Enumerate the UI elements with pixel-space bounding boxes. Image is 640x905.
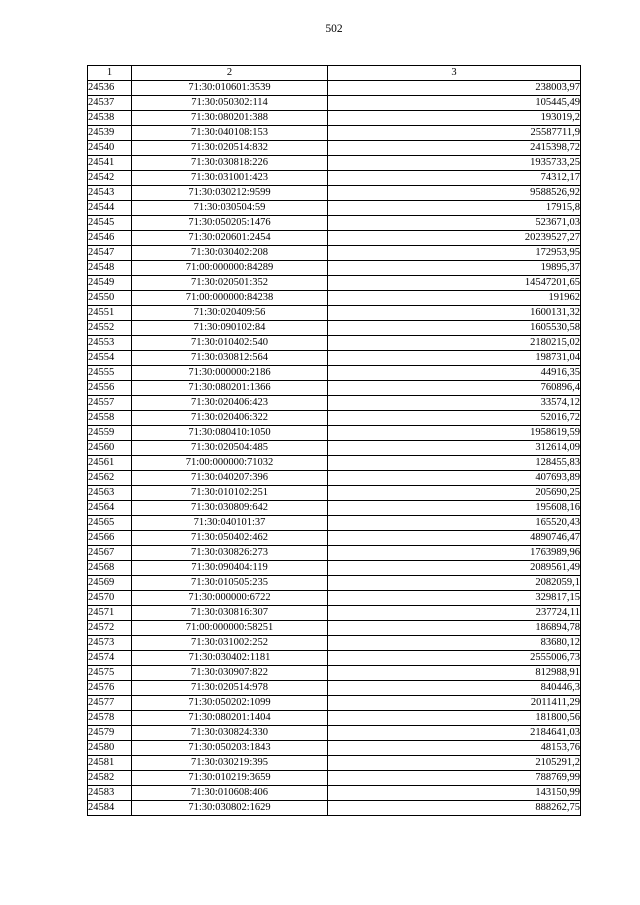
row-number-cell: 24571	[88, 606, 132, 621]
table-row	[88, 636, 581, 651]
table-row	[88, 81, 581, 96]
cadastral-number-cell: 71:30:010608:406	[132, 786, 328, 801]
cadastral-number-cell: 71:30:030219:395	[132, 756, 328, 771]
table-row	[88, 546, 581, 561]
cadastral-number-cell: 71:30:030907:822	[132, 666, 328, 681]
value-cell: 312614,09	[328, 441, 581, 456]
value-cell: 2082059,1	[328, 576, 581, 591]
table-row	[88, 651, 581, 666]
page-number: 502	[325, 23, 343, 35]
value-cell: 2105291,2	[328, 756, 581, 771]
cadastral-number-cell: 71:30:030826:273	[132, 546, 328, 561]
row-number-cell: 24543	[88, 186, 132, 201]
table-row	[88, 441, 581, 456]
column-header-3: 3	[328, 66, 581, 81]
table-row	[88, 576, 581, 591]
row-number-cell: 24577	[88, 696, 132, 711]
row-number-cell: 24566	[88, 531, 132, 546]
value-cell: 1763989,96	[328, 546, 581, 561]
cadastral-number-cell: 71:30:030812:564	[132, 351, 328, 366]
table-row	[88, 456, 581, 471]
value-cell: 2089561,49	[328, 561, 581, 576]
value-cell: 840446,3	[328, 681, 581, 696]
value-cell: 48153,76	[328, 741, 581, 756]
value-cell: 888262,75	[328, 801, 581, 816]
row-number-cell: 24581	[88, 756, 132, 771]
table-row	[88, 261, 581, 276]
value-cell: 1958619,59	[328, 426, 581, 441]
row-number-cell: 24563	[88, 486, 132, 501]
table-row	[88, 561, 581, 576]
column-header-1: 1	[88, 66, 132, 81]
row-number-cell: 24553	[88, 336, 132, 351]
cadastral-number-cell: 71:30:031002:252	[132, 636, 328, 651]
row-number-cell: 24545	[88, 216, 132, 231]
table-row	[88, 681, 581, 696]
value-cell: 4890746,47	[328, 531, 581, 546]
value-cell: 2180215,02	[328, 336, 581, 351]
value-cell: 237724,11	[328, 606, 581, 621]
value-cell: 20239527,27	[328, 231, 581, 246]
value-cell: 788769,99	[328, 771, 581, 786]
cadastral-number-cell: 71:30:000000:6722	[132, 591, 328, 606]
table-row	[88, 231, 581, 246]
table-row	[88, 726, 581, 741]
table-row	[88, 531, 581, 546]
value-cell: 191962	[328, 291, 581, 306]
table-row	[88, 741, 581, 756]
value-cell: 1605530,58	[328, 321, 581, 336]
cadastral-number-cell: 71:30:080410:1050	[132, 426, 328, 441]
table-row	[88, 471, 581, 486]
table-body	[88, 66, 581, 816]
row-number-cell: 24572	[88, 621, 132, 636]
table-header-row	[88, 66, 581, 81]
cadastral-number-cell: 71:30:050202:1099	[132, 696, 328, 711]
value-cell: 205690,25	[328, 486, 581, 501]
value-cell: 172953,95	[328, 246, 581, 261]
row-number-cell: 24549	[88, 276, 132, 291]
value-cell: 1600131,32	[328, 306, 581, 321]
row-number-cell: 24546	[88, 231, 132, 246]
value-cell: 407693,89	[328, 471, 581, 486]
cadastral-number-cell: 71:30:030402:208	[132, 246, 328, 261]
cadastral-number-cell: 71:30:020514:978	[132, 681, 328, 696]
row-number-cell: 24576	[88, 681, 132, 696]
table-row	[88, 321, 581, 336]
cadastral-number-cell: 71:30:030809:642	[132, 501, 328, 516]
row-number-cell: 24541	[88, 156, 132, 171]
cadastral-number-cell: 71:30:010505:235	[132, 576, 328, 591]
row-number-cell: 24568	[88, 561, 132, 576]
row-number-cell: 24569	[88, 576, 132, 591]
table-row	[88, 396, 581, 411]
row-number-cell: 24583	[88, 786, 132, 801]
table-row	[88, 411, 581, 426]
value-cell: 19895,37	[328, 261, 581, 276]
value-cell: 760896,4	[328, 381, 581, 396]
row-number-cell: 24538	[88, 111, 132, 126]
value-cell: 193019,2	[328, 111, 581, 126]
value-cell: 2415398,72	[328, 141, 581, 156]
row-number-cell: 24551	[88, 306, 132, 321]
value-cell: 198731,04	[328, 351, 581, 366]
row-number-cell: 24582	[88, 771, 132, 786]
table-row	[88, 171, 581, 186]
row-number-cell: 24540	[88, 141, 132, 156]
cadastral-number-cell: 71:30:090102:84	[132, 321, 328, 336]
value-cell: 195608,16	[328, 501, 581, 516]
value-cell: 25587711,9	[328, 126, 581, 141]
cadastral-number-cell: 71:00:000000:84289	[132, 261, 328, 276]
cadastral-number-cell: 71:30:020504:485	[132, 441, 328, 456]
value-cell: 181800,56	[328, 711, 581, 726]
value-cell: 14547201,65	[328, 276, 581, 291]
cadastral-number-cell: 71:30:050203:1843	[132, 741, 328, 756]
table-row	[88, 501, 581, 516]
table-row	[88, 276, 581, 291]
value-cell: 523671,03	[328, 216, 581, 231]
cadastral-number-cell: 71:30:010102:251	[132, 486, 328, 501]
cadastral-number-cell: 71:30:050302:114	[132, 96, 328, 111]
table-row	[88, 366, 581, 381]
row-number-cell: 24537	[88, 96, 132, 111]
cadastral-number-cell: 71:30:020409:56	[132, 306, 328, 321]
cadastral-number-cell: 71:00:000000:84238	[132, 291, 328, 306]
row-number-cell: 24561	[88, 456, 132, 471]
cadastral-number-cell: 71:30:080201:1366	[132, 381, 328, 396]
value-cell: 17915,8	[328, 201, 581, 216]
table-row	[88, 201, 581, 216]
table-row	[88, 696, 581, 711]
row-number-cell: 24554	[88, 351, 132, 366]
table-row	[88, 801, 581, 816]
cadastral-number-cell: 71:30:020514:832	[132, 141, 328, 156]
value-cell: 2184641,03	[328, 726, 581, 741]
table-row	[88, 336, 581, 351]
cadastral-number-cell: 71:30:050402:462	[132, 531, 328, 546]
cadastral-number-cell: 71:30:040101:37	[132, 516, 328, 531]
cadastral-number-cell: 71:30:020406:322	[132, 411, 328, 426]
row-number-cell: 24579	[88, 726, 132, 741]
table-row	[88, 621, 581, 636]
table-row	[88, 351, 581, 366]
value-cell: 128455,83	[328, 456, 581, 471]
value-cell: 105445,49	[328, 96, 581, 111]
row-number-cell: 24559	[88, 426, 132, 441]
cadastral-number-cell: 71:30:040108:153	[132, 126, 328, 141]
cadastral-number-cell: 71:30:030818:226	[132, 156, 328, 171]
cadastral-number-cell: 71:30:010601:3539	[132, 81, 328, 96]
row-number-cell: 24555	[88, 366, 132, 381]
row-number-cell: 24557	[88, 396, 132, 411]
row-number-cell: 24556	[88, 381, 132, 396]
cadastral-number-cell: 71:30:000000:2186	[132, 366, 328, 381]
row-number-cell: 24552	[88, 321, 132, 336]
cadastral-number-cell: 71:30:031001:423	[132, 171, 328, 186]
row-number-cell: 24550	[88, 291, 132, 306]
value-cell: 52016,72	[328, 411, 581, 426]
row-number-cell: 24564	[88, 501, 132, 516]
cadastral-number-cell: 71:30:030402:1181	[132, 651, 328, 666]
cadastral-number-cell: 71:30:020501:352	[132, 276, 328, 291]
row-number-cell: 24547	[88, 246, 132, 261]
cadastral-number-cell: 71:30:020601:2454	[132, 231, 328, 246]
value-cell: 44916,35	[328, 366, 581, 381]
value-cell: 74312,17	[328, 171, 581, 186]
row-number-cell: 24565	[88, 516, 132, 531]
row-number-cell: 24584	[88, 801, 132, 816]
value-cell: 9588526,92	[328, 186, 581, 201]
table-row	[88, 156, 581, 171]
row-number-cell: 24542	[88, 171, 132, 186]
cadastral-number-cell: 71:00:000000:71032	[132, 456, 328, 471]
table-row	[88, 426, 581, 441]
value-cell: 2555006,73	[328, 651, 581, 666]
row-number-cell: 24548	[88, 261, 132, 276]
cadastral-number-cell: 71:30:030212:9599	[132, 186, 328, 201]
value-cell: 329817,15	[328, 591, 581, 606]
table-row	[88, 381, 581, 396]
table-row	[88, 516, 581, 531]
value-cell: 83680,12	[328, 636, 581, 651]
table-row	[88, 111, 581, 126]
cadastral-number-cell: 71:30:030824:330	[132, 726, 328, 741]
value-cell: 33574,12	[328, 396, 581, 411]
row-number-cell: 24544	[88, 201, 132, 216]
value-cell: 238003,97	[328, 81, 581, 96]
table-row	[88, 126, 581, 141]
cadastral-number-cell: 71:30:050205:1476	[132, 216, 328, 231]
row-number-cell: 24575	[88, 666, 132, 681]
row-number-cell: 24562	[88, 471, 132, 486]
table-row	[88, 186, 581, 201]
value-cell: 143150,99	[328, 786, 581, 801]
cadastral-number-cell: 71:30:040207:396	[132, 471, 328, 486]
table-row	[88, 216, 581, 231]
cadastral-number-cell: 71:30:010402:540	[132, 336, 328, 351]
table-row	[88, 291, 581, 306]
table-row	[88, 246, 581, 261]
cadastral-number-cell: 71:30:090404:119	[132, 561, 328, 576]
row-number-cell: 24558	[88, 411, 132, 426]
value-cell: 186894,78	[328, 621, 581, 636]
row-number-cell: 24580	[88, 741, 132, 756]
cadastral-number-cell: 71:30:080201:1404	[132, 711, 328, 726]
table-row	[88, 786, 581, 801]
cadastral-number-cell: 71:30:020406:423	[132, 396, 328, 411]
data-table	[87, 65, 581, 816]
row-number-cell: 24567	[88, 546, 132, 561]
table-row	[88, 606, 581, 621]
row-number-cell: 24578	[88, 711, 132, 726]
value-cell: 1935733,25	[328, 156, 581, 171]
table-row	[88, 486, 581, 501]
value-cell: 2011411,29	[328, 696, 581, 711]
row-number-cell: 24574	[88, 651, 132, 666]
table-row	[88, 666, 581, 681]
row-number-cell: 24560	[88, 441, 132, 456]
value-cell: 165520,43	[328, 516, 581, 531]
table-row	[88, 591, 581, 606]
cadastral-number-cell: 71:30:080201:388	[132, 111, 328, 126]
row-number-cell: 24539	[88, 126, 132, 141]
cadastral-number-cell: 71:30:030816:307	[132, 606, 328, 621]
cadastral-number-cell: 71:00:000000:58251	[132, 621, 328, 636]
row-number-cell: 24573	[88, 636, 132, 651]
cadastral-number-cell: 71:30:010219:3659	[132, 771, 328, 786]
row-number-cell: 24536	[88, 81, 132, 96]
table-row	[88, 96, 581, 111]
table-row	[88, 141, 581, 156]
cadastral-number-cell: 71:30:030802:1629	[132, 801, 328, 816]
row-number-cell: 24570	[88, 591, 132, 606]
table-row	[88, 771, 581, 786]
cadastral-number-cell: 71:30:030504:59	[132, 201, 328, 216]
column-header-2: 2	[132, 66, 328, 81]
value-cell: 812988,91	[328, 666, 581, 681]
table-row	[88, 306, 581, 321]
table-row	[88, 711, 581, 726]
table-row	[88, 756, 581, 771]
